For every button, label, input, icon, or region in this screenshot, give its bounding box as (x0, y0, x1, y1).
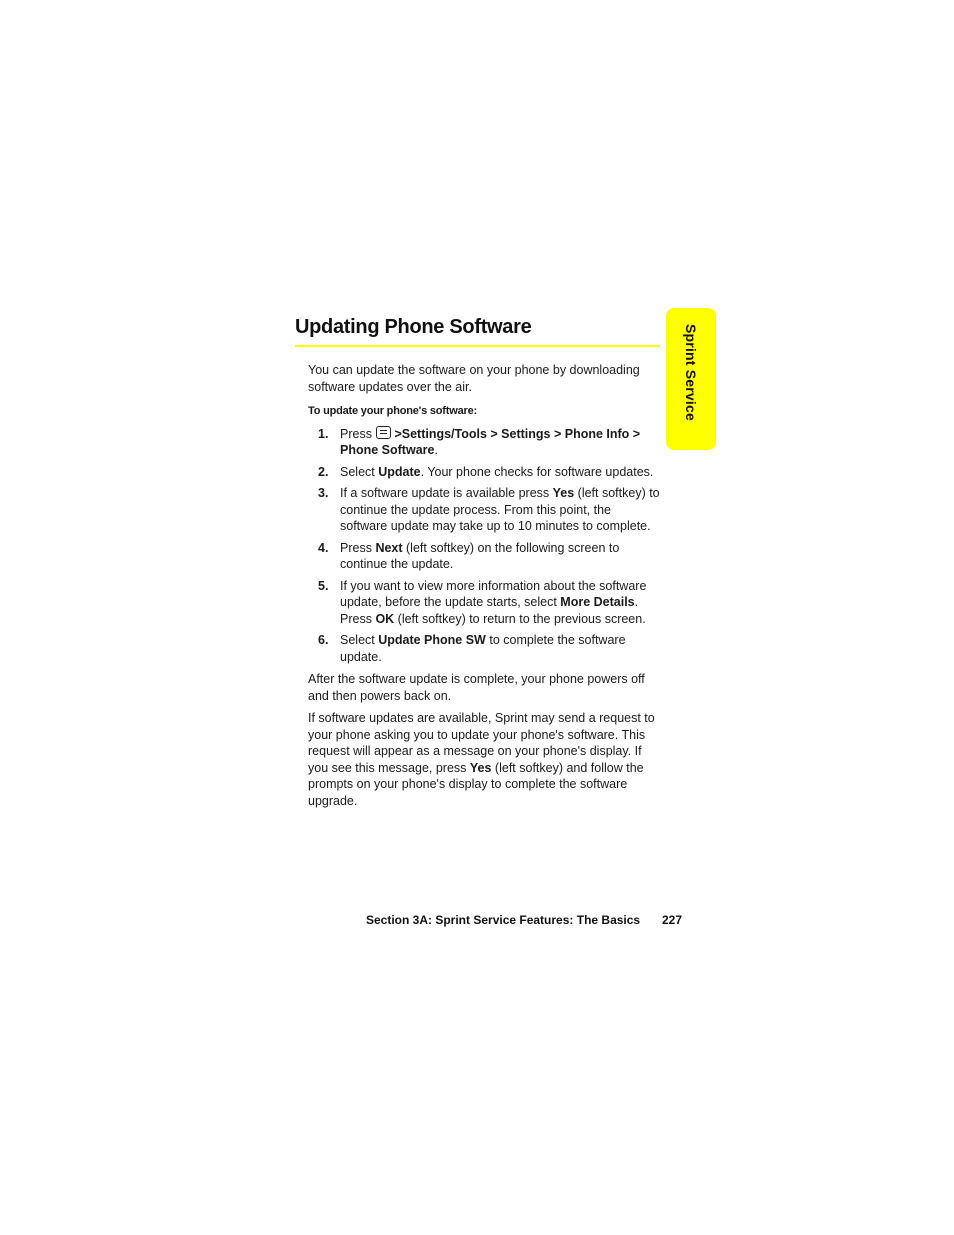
page-number: 227 (661, 913, 682, 927)
list-item (308, 632, 660, 665)
side-tab-label: Sprint Service (683, 324, 699, 421)
option-name: Update (378, 464, 421, 479)
softkey-name: OK (375, 611, 395, 626)
softkey-name: Yes (552, 486, 575, 500)
step-number: 4. (318, 540, 329, 555)
step-text: If a software update is available press (340, 486, 553, 500)
intro-paragraph: You can update the software on your phone by downloading software updates over the air. (308, 363, 640, 394)
list-item (308, 485, 660, 535)
steps-list (308, 426, 660, 666)
step-number: 6. (318, 633, 329, 647)
step-text: If you want to view more information about the software update, before the update starts, select (340, 578, 647, 609)
procedure-subheading: To update your phone's software: (308, 405, 477, 417)
option-name: More Details (560, 595, 635, 609)
list-item (308, 464, 660, 481)
step-number: 3. (318, 486, 329, 500)
title-underline (295, 345, 660, 347)
step-text: Press (340, 426, 376, 441)
step-text: . (434, 443, 438, 457)
page-title: Updating Phone Software (295, 316, 532, 338)
step-text: (left softkey) on the following screen to continue the update. (340, 540, 620, 571)
list-item (308, 426, 660, 459)
page-content (308, 362, 660, 815)
list-item (308, 578, 660, 628)
step-text: . Your phone checks for software updates. (420, 464, 654, 479)
step-number: 5. (318, 578, 329, 593)
footer-section-title: Section 3A: Sprint Service Features: The Basics (366, 913, 641, 927)
option-name: Update Phone SW (378, 633, 486, 647)
menu-path: >Settings/Tools > Settings > Phone Info > Phone Software (340, 426, 641, 457)
paragraph-text: If software updates are available, Sprint may send a request to your phone asking you to update your phone's software. This request will appear as a message on your phone's display. If you see this message, press (308, 711, 655, 775)
step-number: 2. (318, 464, 329, 479)
step-text: (left softkey) to return to the previous screen. (394, 611, 646, 626)
notification-paragraph (308, 710, 660, 809)
step-text: Press (340, 540, 376, 555)
list-item (308, 540, 660, 573)
step-text: (left softkey) to continue the update process. From this point, the software update may take up to 10 minutes to complete. (340, 486, 660, 533)
paragraph-text: (left softkey) and follow the prompts on your phone's display to complete the software upgrade. (308, 760, 644, 808)
menu-key-icon (376, 426, 391, 439)
step-number: 1. (318, 426, 329, 441)
step-text: Select (340, 633, 379, 647)
step-text: . Press (340, 595, 639, 626)
step-text: Select (340, 464, 379, 479)
section-side-tab (666, 308, 716, 450)
softkey-name: Next (375, 540, 403, 555)
after-update-paragraph: After the software update is complete, your phone powers off and then powers back on. (308, 672, 645, 703)
step-text: to complete the software update. (340, 633, 626, 664)
softkey-name: Yes (469, 760, 492, 775)
